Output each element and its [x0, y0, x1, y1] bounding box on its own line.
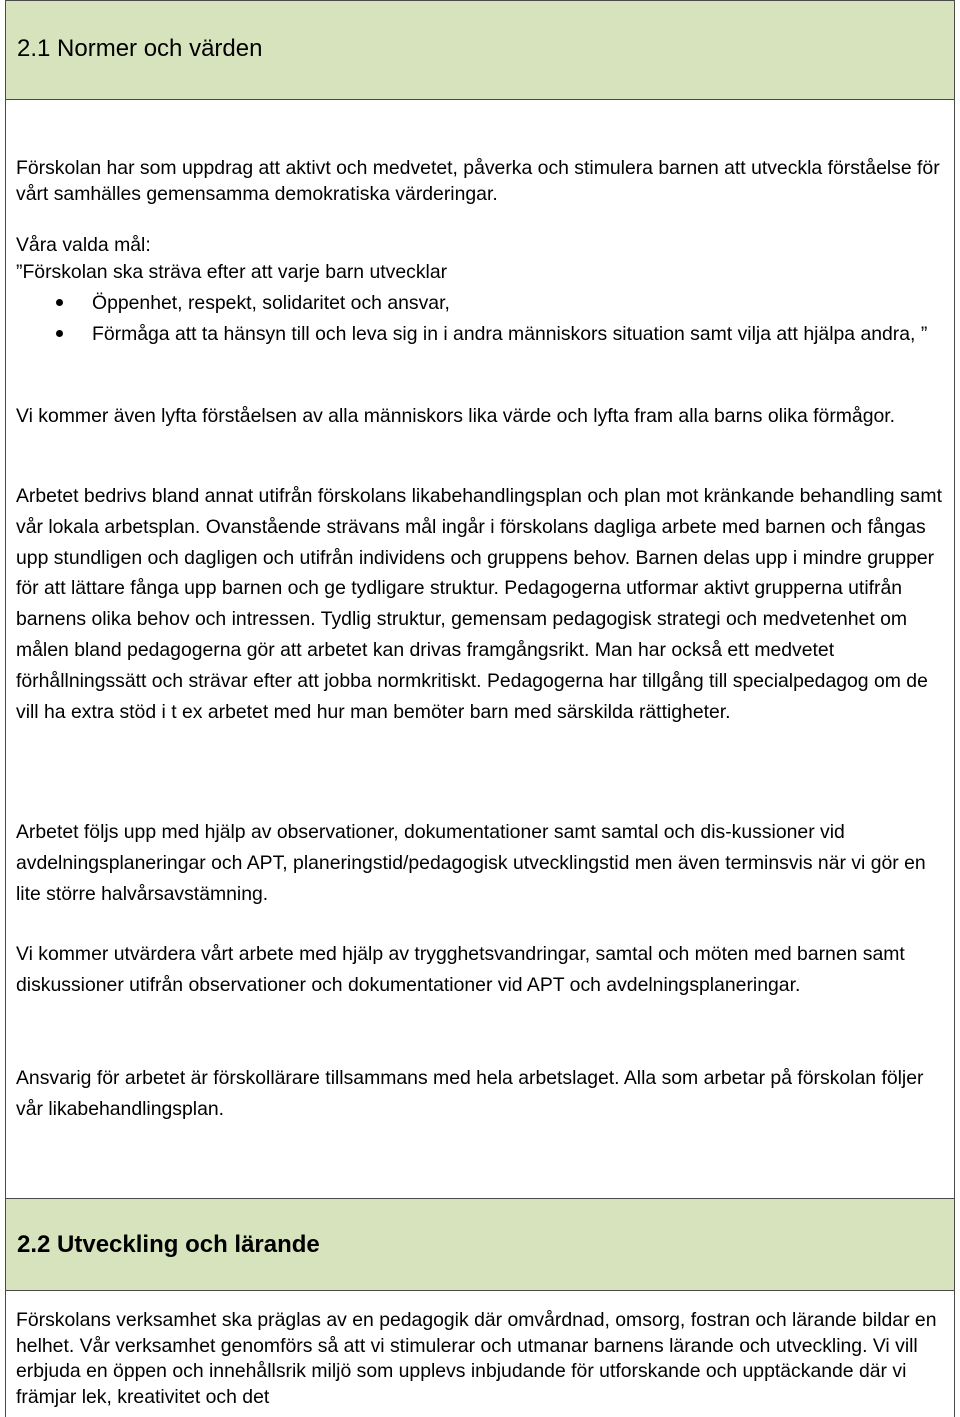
bullet-icon — [56, 299, 63, 306]
intro-paragraph: Förskolan har som uppdrag att aktivt och medvetet, påverka och stimulera barnen att utveckla förståelse för vårt samhälles gemensamma demokratiska värderingar. — [16, 157, 940, 205]
development-paragraph: Förskolans verksamhet ska präglas av en pedagogik där omvårdnad, omsorg, fostran och lärande bildar en helhet. Vår verksamhet genomförs så att vi stimulerar och utmanar barnens lärande och utveckling. Vi vill erbjuda en öppen och innehållsrik miljö som upplevs inbjudande för utforskande och upptäckande där vi främjar lek, kreativitet och det — [16, 1309, 937, 1408]
goals-list — [16, 288, 946, 349]
work-paragraph: Arbetet bedrivs bland annat utifrån förskolans likabehandlingsplan och plan mot kränkande behandling samt vår lokala arbetsplan. Ovanstående strävans mål ingår i förskolans dagliga arbete med barnen och fångas upp stundligen och dagligen och utifrån individens och gruppens behov. Barnen delas upp i mindre grupper för att lättare fånga upp barnen och ge tydligare struktur. Pedagogerna utformar aktivt grupperna utifrån barnens olika behov och intressen. Tydlig struktur, gemensam pedagogisk strategi och medvetenhet om målen bland pedagogerna gör att arbetet kan drivas framgångsrikt. Man har också ett medvetet förhållningssätt och strävar efter att jobba normkritiskt. Pedagogerna har tillgång till specialpedagog om de vill ha extra stöd i t ex arbetet med hur man bemöter barn med särskilda rättigheter. — [16, 485, 942, 723]
goals-label: Våra valda mål: — [16, 234, 151, 256]
goal-text: Förmåga att ta hänsyn till och leva sig in i andra människors situation samt vilja att hjälpa andra, ” — [92, 322, 928, 345]
equal-value-paragraph: Vi kommer även lyfta förståelsen av alla människors lika värde och lyfta fram alla barns olika förmågor. — [16, 405, 896, 427]
follow-up-paragraph: Arbetet följs upp med hjälp av observationer, dokumentationer samt samtal och dis-kussioner vid avdelningsplaneringar och APT, planeringstid/pedagogisk utvecklingstid men även terminsvis när vi gör en lite större halvårsavstämning. — [16, 821, 926, 905]
bullet-icon — [56, 330, 63, 337]
goal-text: Öppenhet, respekt, solidaritet och ansvar, — [92, 292, 450, 314]
section-heading-band — [5, 1198, 955, 1291]
section-heading: 2.2 Utveckling och lärande — [17, 1231, 320, 1258]
section-heading: 2.1 Normer och värden — [17, 35, 263, 62]
responsibility-paragraph: Ansvarig för arbetet är förskollärare tillsammans med hela arbetslaget. Alla som arbetar på förskolan följer vår likabehandlingsplan. — [16, 1067, 924, 1120]
goal-item — [16, 319, 946, 350]
evaluation-paragraph: Vi kommer utvärdera vårt arbete med hjälp av trygghetsvandringar, samtal och möten med barnen samt diskussioner utifrån observationer och dokumentationer vid APT och avdelningsplaneringar. — [16, 943, 905, 996]
section-heading-band — [5, 0, 955, 100]
goals-lead: ”Förskolan ska sträva efter att varje barn utvecklar — [16, 261, 448, 283]
goal-item — [16, 288, 946, 319]
